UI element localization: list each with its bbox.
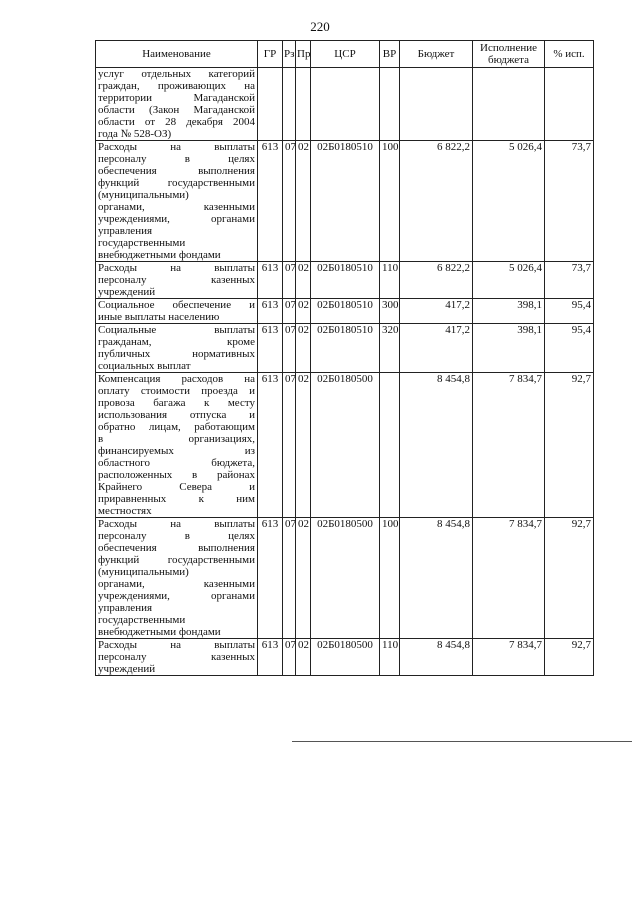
row-execution-cell [473,68,545,141]
row-name-line: персоналу казенных [98,274,255,286]
row-name-line: области (Закон Магаданской [98,104,255,116]
row-pr-cell: 02 [296,639,311,676]
row-rz-cell [283,68,296,141]
table-row [96,299,594,324]
row-name-line: обеспечения выполнения [98,165,255,177]
row-pr-cell: 02 [296,141,311,262]
row-name-line: оплату стоимости проезда и [98,385,255,397]
col-header-name: Наименование [96,41,258,68]
row-name-line: Компенсация расходов на [98,373,255,385]
row-name-cell [96,141,258,262]
row-execution-cell: 5 026,4 [473,141,545,262]
row-rz-cell: 07 [283,324,296,373]
row-name-line: приравненных к ним [98,493,255,505]
row-name-cell [96,68,258,141]
row-rz-cell: 07 [283,299,296,324]
row-name-line: внебюджетными фондами [98,249,221,261]
row-name-line: Социальные выплаты [98,324,255,336]
row-vr-cell: 100 [380,518,400,639]
row-pr-cell [296,68,311,141]
row-name-line: обеспечения выполнения [98,542,255,554]
row-percent-cell: 95,4 [545,324,594,373]
row-csr-cell [311,68,380,141]
table-row [96,518,594,639]
row-vr-cell: 300 [380,299,400,324]
row-percent-cell: 73,7 [545,141,594,262]
row-name-line: персоналу в целях [98,530,255,542]
row-name-line: учреждений [98,286,156,298]
row-csr-cell: 02Б0180500 [311,518,380,639]
row-rz-cell: 07 [283,141,296,262]
col-header-execution: Исполнение бюджета [473,41,545,68]
row-pr-cell: 02 [296,518,311,639]
row-gr-cell: 613 [258,141,283,262]
row-name-line: (муниципальными) [98,566,189,578]
row-execution-cell: 7 834,7 [473,639,545,676]
row-name-line: года № 528-ОЗ) [98,128,172,140]
row-name-line: использования отпуска и [98,409,255,421]
row-percent-cell [545,68,594,141]
row-rz-cell: 07 [283,639,296,676]
table-row [96,324,594,373]
row-name-cell [96,262,258,299]
row-name-line: функций государственными [98,177,255,189]
row-execution-cell: 398,1 [473,324,545,373]
row-execution-cell: 7 834,7 [473,518,545,639]
row-name-cell [96,518,258,639]
row-csr-cell: 02Б0180510 [311,262,380,299]
row-percent-cell: 95,4 [545,299,594,324]
row-rz-cell: 07 [283,373,296,518]
row-name-line: Расходы на выплаты [98,262,255,274]
row-name-cell [96,373,258,518]
row-name-line: территории Магаданской [98,92,255,104]
row-name-line: финансируемых из [98,445,255,457]
row-name-line: публичных нормативных [98,348,255,360]
col-header-csr: ЦСР [311,41,380,68]
col-header-pr: Пр [296,41,311,68]
table-row [96,141,594,262]
row-percent-cell: 92,7 [545,373,594,518]
row-name-line: граждан, проживающих на [98,80,255,92]
row-name-line: государственными [98,237,186,249]
row-pr-cell: 02 [296,299,311,324]
row-pr-cell: 02 [296,324,311,373]
row-name-line: области от 28 декабря 2004 [98,116,255,128]
row-name-line: управления [98,602,153,614]
row-name-line: функций государственными [98,554,255,566]
row-name-line: государственными [98,614,186,626]
row-name-line: персоналу в целях [98,153,255,165]
budget-execution-table [95,40,594,676]
row-pr-cell: 02 [296,262,311,299]
row-execution-cell: 5 026,4 [473,262,545,299]
row-name-cell [96,639,258,676]
row-rz-cell: 07 [283,262,296,299]
row-csr-cell: 02Б0180500 [311,639,380,676]
row-execution-cell: 7 834,7 [473,373,545,518]
row-budget-cell: 6 822,2 [400,141,473,262]
table-row [96,68,594,141]
row-name-line: Крайнего Севера и [98,481,255,493]
col-header-percent: % исп. [545,41,594,68]
row-percent-cell: 92,7 [545,518,594,639]
col-header-rz: Рз [283,41,296,68]
table-header-row [96,41,594,68]
row-name-line: услуг отдельных категорий [98,68,255,80]
row-budget-cell: 417,2 [400,299,473,324]
row-name-line: Расходы на выплаты [98,639,255,651]
table-row [96,262,594,299]
row-name-line: социальных выплат [98,360,191,372]
row-name-line: провоза багажа к месту [98,397,255,409]
row-name-line: органами, казенными [98,578,255,590]
row-name-line: иные выплаты населению [98,311,220,323]
row-name-line: местностях [98,505,152,517]
row-name-cell [96,324,258,373]
row-name-line: органами, казенными [98,201,255,213]
row-csr-cell: 02Б0180500 [311,373,380,518]
col-header-gr: ГР [258,41,283,68]
row-percent-cell: 92,7 [545,639,594,676]
table-row [96,373,594,518]
row-name-line: обратно лицам, работающим [98,421,255,433]
row-gr-cell: 613 [258,262,283,299]
footer-rule [292,741,632,742]
row-gr-cell: 613 [258,518,283,639]
row-budget-cell: 8 454,8 [400,373,473,518]
row-execution-cell: 398,1 [473,299,545,324]
row-name-line: управления [98,225,153,237]
table-body [96,68,594,676]
row-name-line: учреждениями, органами [98,213,255,225]
row-name-line: в организациях, [98,433,255,445]
row-name-line: расположенных в районах [98,469,255,481]
row-name-line: гражданам, кроме [98,336,255,348]
row-name-line: учреждений [98,663,156,675]
row-gr-cell [258,68,283,141]
table-row [96,639,594,676]
row-name-line: Социальное обеспечение и [98,299,255,311]
row-rz-cell: 07 [283,518,296,639]
row-budget-cell: 6 822,2 [400,262,473,299]
row-name-line: (муниципальными) [98,189,189,201]
row-budget-cell [400,68,473,141]
row-vr-cell [380,68,400,141]
row-gr-cell: 613 [258,324,283,373]
row-vr-cell [380,373,400,518]
row-csr-cell: 02Б0180510 [311,324,380,373]
row-percent-cell: 73,7 [545,262,594,299]
row-gr-cell: 613 [258,373,283,518]
row-budget-cell: 417,2 [400,324,473,373]
row-name-cell [96,299,258,324]
row-budget-cell: 8 454,8 [400,639,473,676]
row-gr-cell: 613 [258,299,283,324]
row-vr-cell: 100 [380,141,400,262]
row-csr-cell: 02Б0180510 [311,141,380,262]
row-pr-cell: 02 [296,373,311,518]
row-vr-cell: 110 [380,262,400,299]
page-number: 220 [310,19,330,34]
row-name-line: областного бюджета, [98,457,255,469]
row-name-line: персоналу казенных [98,651,255,663]
row-vr-cell: 320 [380,324,400,373]
row-csr-cell: 02Б0180510 [311,299,380,324]
row-vr-cell: 110 [380,639,400,676]
row-budget-cell: 8 454,8 [400,518,473,639]
row-name-line: Расходы на выплаты [98,141,255,153]
row-name-line: Расходы на выплаты [98,518,255,530]
row-name-line: внебюджетными фондами [98,626,221,638]
col-header-budget: Бюджет [400,41,473,68]
row-name-line: учреждениями, органами [98,590,255,602]
col-header-vr: ВР [380,41,400,68]
row-gr-cell: 613 [258,639,283,676]
